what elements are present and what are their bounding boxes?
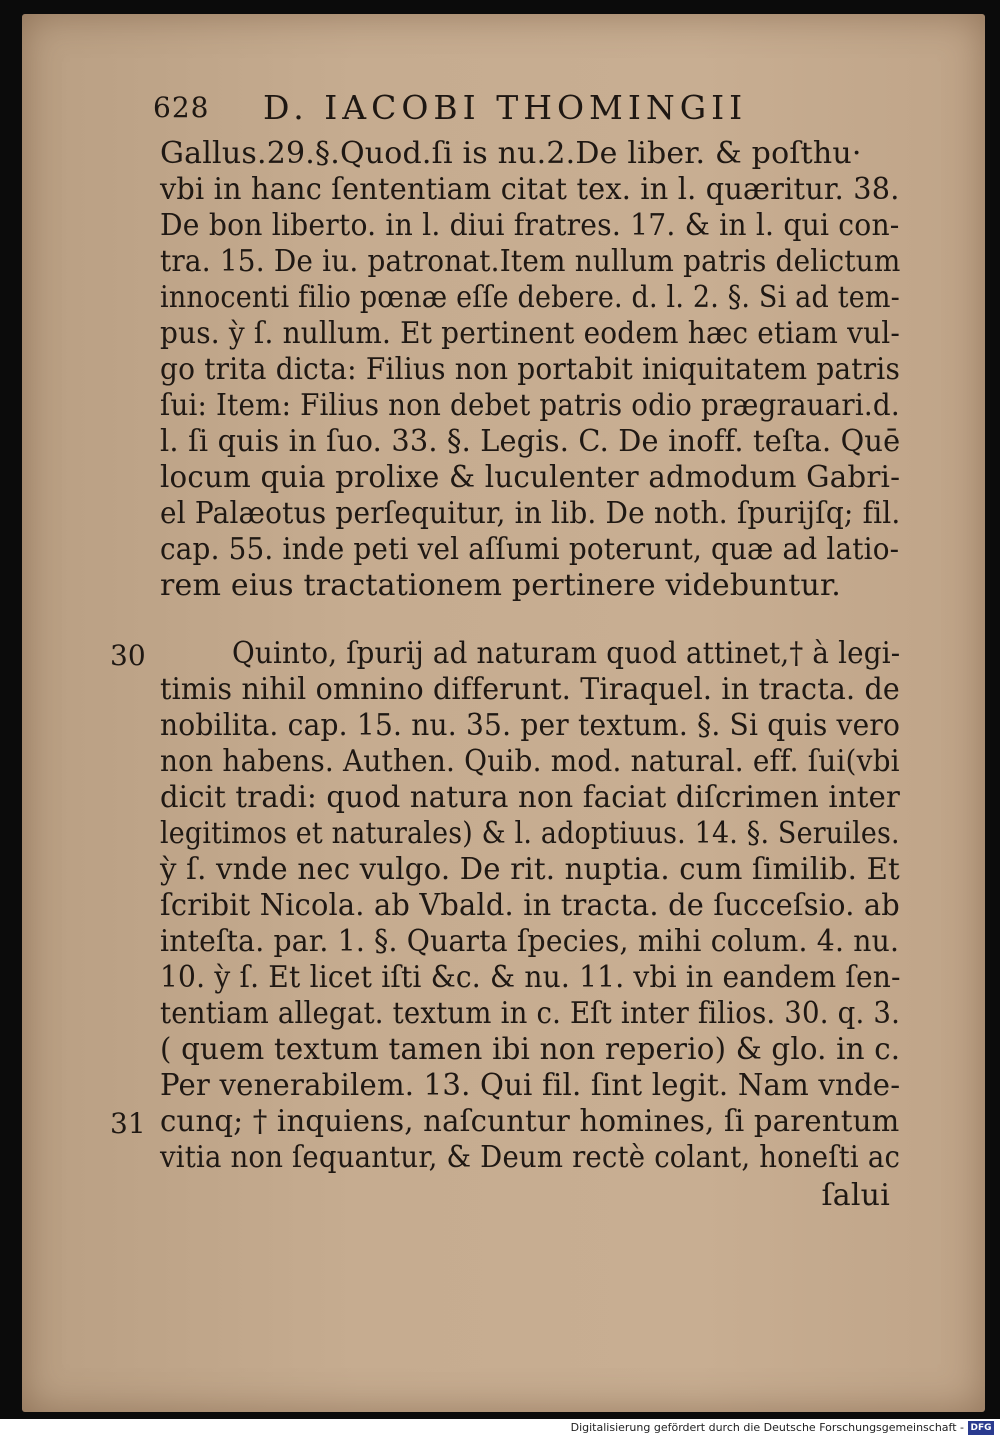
- text-line: De bon liberto. in l. diui fratres. 17. & in l. qui con-: [160, 208, 900, 243]
- dfg-logo: DFG: [968, 1421, 994, 1435]
- text-line: vitia non ſequantur, & Deum rectè colant, honeſti ac: [160, 1140, 901, 1175]
- text-line: l. ſi quis in ſuo. 33. §. Legis. C. De inoff. teſta. Quē: [160, 424, 901, 459]
- text-line: locum quia prolixe & luculenter admodum Gabri-: [160, 460, 901, 495]
- text-line: pus. ỳ ſ. nullum. Et pertinent eodem hæc etiam vul-: [160, 316, 900, 351]
- text-line: nobilita. cap. 15. nu. 35. per textum. §. Si quis vero: [160, 708, 901, 743]
- text-line: 10. ỳ ſ. Et licet iſti &c. & nu. 11. vbi in eandem ſen-: [160, 960, 901, 995]
- text-line: rem eius tractationem pertinere videbuntur.: [160, 568, 842, 603]
- text-line: non habens. Authen. Quib. mod. natural. eff. ſui(vbi: [160, 744, 900, 779]
- text-line: ỳ ſ. vnde nec vulgo. De rit. nuptia. cum ſimilib. Et: [160, 852, 900, 887]
- text-line: innocenti filio pœnæ eſſe debere. d. l. 2. §. Si ad tem-: [160, 280, 900, 315]
- running-head: [153, 88, 813, 128]
- text-line: dicit tradi: quod natura non faciat diſcrimen inter: [160, 780, 901, 815]
- text-line: inteſta. par. 1. §. Quarta ſpecies, mihi colum. 4. nu.: [160, 924, 900, 959]
- digitization-credit: Digitalisierung gefördert durch die Deutsche Forschungsgemeinschaft -: [570, 1421, 964, 1434]
- marginal-number: 31: [110, 1107, 146, 1140]
- page-number: 628: [153, 91, 210, 124]
- text-line: cap. 55. inde peti vel aſſumi poterunt, quæ ad latio-: [160, 532, 900, 567]
- text-line: ( quem textum tamen ibi non reperio) & glo. in c.: [160, 1032, 901, 1067]
- text-line: ſcribit Nicola. ab Vbald. in tracta. de ſucceſsio. ab: [160, 888, 900, 923]
- text-line: cunq; † inquiens, naſcuntur homines, ſi parentum: [160, 1104, 900, 1139]
- text-line: tentiam allegat. textum in c. Eſt inter filios. 30. q. 3.: [160, 996, 901, 1031]
- text-line: Per venerabilem. 13. Qui fil. ſint legit. Nam vnde-: [160, 1068, 901, 1103]
- text-line: Gallus.29.§.Quod.ſi is nu.2.De liber. & poſthu·: [160, 136, 862, 171]
- catchword: ſalui: [821, 1178, 890, 1213]
- text-line: timis nihil omnino differunt. Tiraquel. in tracta. de: [160, 672, 900, 707]
- marginal-number: 30: [110, 639, 146, 672]
- text-line: vbi in hanc ſententiam citat tex. in l. quæritur. 38.: [160, 172, 900, 207]
- text-line: ſui: Item: Filius non debet patris odio prægrauari.d.: [160, 388, 900, 423]
- text-line: legitimos et naturales) & l. adoptiuus. 14. §. Seruiles.: [160, 816, 900, 851]
- text-line: go trita dicta: Filius non portabit iniquitatem patris: [160, 352, 901, 387]
- text-line: tra. 15. De iu. patronat.Item nullum patris delictum: [160, 244, 901, 279]
- text-line: Quinto, ſpurij ad naturam quod attinet,† à legi-: [232, 636, 901, 671]
- text-line: el Palæotus perſequitur, in lib. De noth. ſpurijſq; fil.: [160, 496, 901, 531]
- running-title: D. IACOBI THOMINGII: [263, 88, 748, 127]
